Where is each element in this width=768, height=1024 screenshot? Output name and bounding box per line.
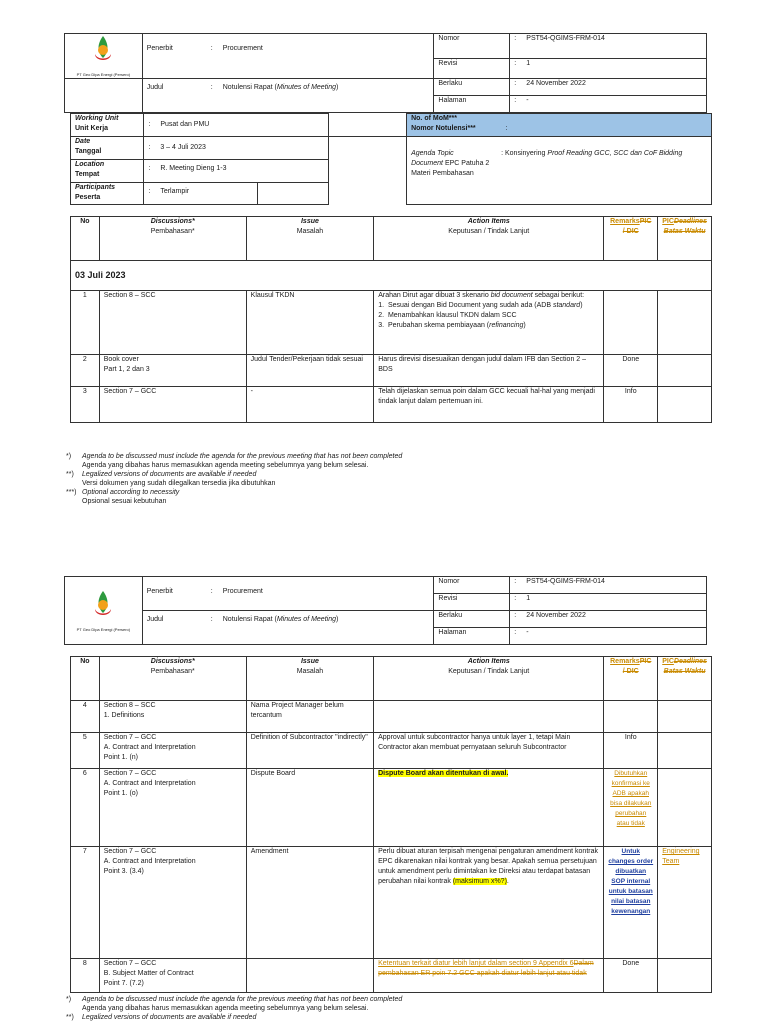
- sop-internal-link[interactable]: Untuk changes order dibuatkan SOP internal untuk batasan nilai batasan kewenangan: [608, 848, 654, 915]
- table-row: 8 Section 7 – GCC B. Subject Matter of Contract Point 7. (7.2) Ketentuan terkait diatur lebih lanjut dalam section 9 Appendix 6Dalam pembahasan ER poin 7.2 GCC apakah diatur lebih lanjut atau tidak Done: [71, 959, 712, 993]
- revisi-value: : 1: [510, 58, 707, 78]
- working-unit-label: Working Unit Unit Kerja: [71, 114, 144, 137]
- discussion-table-1: [70, 216, 712, 423]
- col-pic: PICDeadlines Batas Waktu: [658, 217, 712, 261]
- location-value: : R. Meeting Dieng 1-3: [144, 160, 329, 183]
- table-row: 4 Section 8 – SCC 1. Definitions Nama Project Manager belum tercantum: [71, 701, 712, 733]
- table-row: 3 Section 7 – GCC - Telah dijelaskan semua poin dalam GCC kecuali hal-hal yang menjadi tindak lanjut dalam pertemuan ini. Info: [71, 387, 712, 423]
- judul-cell: Judul : Notulensi Rapat (Minutes of Meeting): [142, 611, 434, 645]
- revisi-label: Revisi: [434, 58, 510, 78]
- table-row: 1 Section 8 – SCC Klausul TKDN Arahan Dirut agar dibuat 3 skenario bid document sebagai berikut: 1. Sesuai dengan Bid Document yang sudah ada (ADB standard) 2. Menambahkan klausul TKDN dalam SCC 3. Perubahan skema pembiayaan (refinancing): [71, 291, 712, 355]
- judul-cell: Judul : Notulensi Rapat (Minutes of Meeting): [142, 79, 434, 113]
- location-label: Location Tempat: [71, 160, 144, 183]
- table-row: 5 Section 7 – GCC A. Contract and Interpretation Point 1. (n) Definition of Subcontractor "indirectly" Approval untuk subcontractor hanya untuk layer 1, tetapi Main Contractor akan membuat pernyataan seluruh Subcontractor Info: [71, 733, 712, 769]
- table-row: 2 Book cover Part 1, 2 dan 3 Judul Tender/Pekerjaan tidak sesuai Harus direvisi disesuaikan dengan judul dalam IFB dan Section 2 – BDS Done: [71, 355, 712, 387]
- header-table-1: [64, 33, 707, 113]
- participants-value: : Terlampir: [144, 183, 258, 205]
- col-action: Action Items Keputusan / Tindak Lanjut: [374, 217, 604, 261]
- action-cell: Arahan Dirut agar dibuat 3 skenario bid document sebagai berikut: 1. Sesuai dengan Bid Document yang sudah ada (ADB standard) 2. Menambahkan klausul TKDN dalam SCC 3. Perubahan skema pembiayaan (refinancing): [374, 291, 604, 355]
- berlaku-label: Berlaku: [434, 79, 510, 96]
- nomor-label: Nomor: [434, 34, 510, 59]
- col-discussions: Discussions* Pembahasan*: [99, 217, 246, 261]
- adb-confirmation-link[interactable]: Dibutuhkan konfirmasi ke ADB apakah bisa dilakukan perubahan atau tidak: [610, 770, 652, 827]
- footnotes-1: *) Agenda to be discussed must include the agenda for the previous meeting that has not been completed Agenda yang dibahas harus memasukkan agenda meeting sebelumnya yang belum selesai. **) Legalized versions of documents are available if needed Versi dokumen yang sudah dilegalkan tersedia jika dibutuhkan ***) Optional according to necessity Opsional sesuai kebutuhan: [66, 453, 403, 505]
- col-issue: Issue Masalah: [246, 217, 374, 261]
- logo-cell: PT Geo Dipa Energi (Persero): [65, 577, 143, 645]
- logo-cell: [65, 34, 143, 79]
- header-table-2: PT Geo Dipa Energi (Persero) Penerbit : Procurement Nomor : PST54-QGIMS-FRM-014 Revisi : 1 Judul : Notulensi Rapat (Minutes of Meeting) Berlaku : 24 November 2022 Halaman : -: [64, 576, 707, 645]
- company-logo-icon: [89, 34, 117, 68]
- mom-number-cell: No. of MoM*** Nomor Notulensi*** :: [407, 114, 712, 137]
- halaman-label: Halaman: [434, 96, 510, 113]
- penerbit-row: Penerbit : Procurement: [142, 577, 434, 611]
- footnotes-2: *) Agenda to be discussed must include the agenda for the previous meeting that has not been completed Agenda yang dibahas harus memasukkan agenda meeting sebelumnya yang belum selesai. **) Legalized versions of documents are available if needed: [66, 996, 403, 1021]
- agenda-cell: Agenda Topic : Konsinyering Proof Reading GCC, SCC dan CoF Bidding Document EPC Patuha 2 Materi Pembahasan: [407, 137, 712, 205]
- participants-label: Participants Peserta: [71, 183, 144, 205]
- col-remarks: RemarksPIC / DIC: [604, 217, 658, 261]
- penerbit-value: Procurement: [222, 45, 263, 52]
- table-row: 7 Section 7 – GCC A. Contract and Interpretation Point 3. (3.4) Amendment Perlu dibuat aturan terpisah mengenai pengaturan amendment kontrak EPC dikarenakan nilai kontrak yang besar. Apakah semua persetujuan untuk amendment perlu dimintakan ke Direksi atau terdapat batasan perubahan nilai kontrak (maksimum x%?). Untuk changes order dibuatkan SOP internal untuk batasan nilai batasan kewenangan Engineering Team: [71, 847, 712, 959]
- table-row: 6 Section 7 – GCC A. Contract and Interpretation Point 1. (o) Dispute Board Dispute Board akan ditentukan di awal. Dibutuhkan konfirmasi ke ADB apakah bisa dilakukan perubahan atau tidak: [71, 769, 712, 847]
- berlaku-value: : 24 November 2022: [510, 79, 707, 96]
- date-value: : 3 – 4 Juli 2023: [144, 137, 329, 160]
- section-date: 03 Juli 2023: [71, 261, 712, 291]
- halaman-value: : -: [510, 96, 707, 113]
- working-unit-value: : Pusat dan PMU: [144, 114, 329, 137]
- judul-row: [142, 58, 434, 78]
- discussion-table-2: No Discussions* Pembahasan* Issue Masalah Action Items Keputusan / Tindak Lanjut RemarksPIC / DIC PICDeadlines Batas Waktu 4 Section 8 – SCC 1. Definitions Nama Project Manager belum tercantum 5 Section 7 – GCC A. Contract and Interpretation Point 1. (n) Definition of Subcontractor "indirectly" Approval untuk subcontractor hanya untuk layer 1, tetapi Main Contractor akan membuat pernyataan seluruh Subcontractor Info 6 Section 7 – GCC A. Contract and Interpretation Point 1. (o) Dispute Board Dispute Board akan ditentukan di awal. Dibutuhkan konfirmasi ke ADB apakah bisa dilakukan perubahan atau tidak 7 Section 7 – GCC A. Contract and Interpretation Point 3. (3.4) Amendment Perlu dibuat aturan terpisah mengenai pengaturan amendment kontrak EPC dikarenakan nilai kontrak yang besar. Apakah semua persetujuan untuk amendment perlu dimintakan ke Direksi atau terdapat batasan perubahan nilai kontrak (maksimum x%?). Untuk changes order dibuatkan SOP internal untuk batasan nilai batasan kewenangan Engineering Team 8 Section 7 – GCC B. Subject Matter of Contract Point 7. (7.2) Ketentuan terkait diatur lebih lanjut dalam section 9 Appendix 6Dalam pembahasan ER poin 7.2 GCC apakah diatur lebih lanjut atau tidak Done: [70, 656, 712, 993]
- engineering-team-link[interactable]: Engineering Team: [662, 848, 700, 865]
- col-no: No: [71, 217, 100, 261]
- nomor-value: : PST54-QGIMS-FRM-014: [510, 34, 707, 59]
- date-label: Date Tanggal: [71, 137, 144, 160]
- company-name: PT Geo Dipa Energi (Persero): [76, 72, 131, 77]
- company-logo-icon: [89, 589, 117, 623]
- info-table: [70, 113, 712, 205]
- penerbit-row: Penerbit : Procurement: [142, 34, 434, 59]
